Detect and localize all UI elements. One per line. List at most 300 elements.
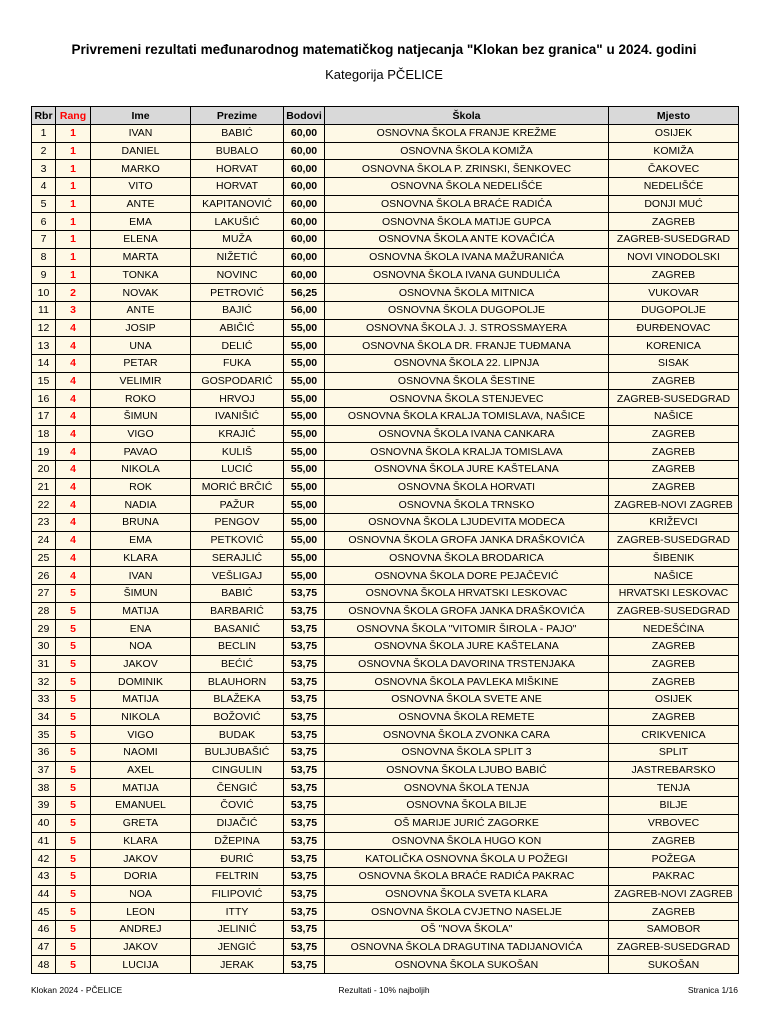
cell-prezime: BULJUBAŠIĆ <box>191 744 284 762</box>
cell-mjesto: ČAKOVEC <box>609 160 739 178</box>
cell-bodovi: 53,75 <box>284 637 325 655</box>
cell-rang: 5 <box>56 726 91 744</box>
cell-ime: VIGO <box>91 726 191 744</box>
cell-mjesto: ZAGREB <box>609 443 739 461</box>
cell-rang: 4 <box>56 496 91 514</box>
cell-ime: MARKO <box>91 160 191 178</box>
cell-prezime: JELINIĆ <box>191 920 284 938</box>
cell-ime: ANTE <box>91 301 191 319</box>
cell-bodovi: 53,75 <box>284 814 325 832</box>
cell-mjesto: DUGOPOLJE <box>609 301 739 319</box>
cell-skola: OSNOVNA ŠKOLA DUGOPOLJE <box>325 301 609 319</box>
table-row <box>32 319 739 337</box>
cell-ime: EMA <box>91 531 191 549</box>
cell-skola: OSNOVNA ŠKOLA P. ZRINSKI, ŠENKOVEC <box>325 160 609 178</box>
cell-skola: OSNOVNA ŠKOLA SPLIT 3 <box>325 744 609 762</box>
cell-skola: KATOLIČKA OSNOVNA ŠKOLA U POŽEGI <box>325 850 609 868</box>
table-row <box>32 266 739 284</box>
cell-rbr: 15 <box>32 372 56 390</box>
table-row <box>32 938 739 956</box>
cell-bodovi: 53,75 <box>284 938 325 956</box>
cell-rbr: 36 <box>32 744 56 762</box>
table-row <box>32 231 739 249</box>
cell-skola: OSNOVNA ŠKOLA MATIJE GUPCA <box>325 213 609 231</box>
cell-rang: 1 <box>56 266 91 284</box>
cell-rang: 5 <box>56 691 91 709</box>
table-row <box>32 461 739 479</box>
cell-rbr: 20 <box>32 461 56 479</box>
table-row <box>32 478 739 496</box>
cell-prezime: MUŽA <box>191 231 284 249</box>
cell-skola: OSNOVNA ŠKOLA IVANA GUNDULIĆA <box>325 266 609 284</box>
cell-bodovi: 60,00 <box>284 125 325 143</box>
cell-rang: 4 <box>56 319 91 337</box>
cell-prezime: BEĆIĆ <box>191 655 284 673</box>
table-row <box>32 514 739 532</box>
cell-skola: OSNOVNA ŠKOLA ANTE KOVAČIĆA <box>325 231 609 249</box>
cell-skola: OSNOVNA ŠKOLA SVETE ANE <box>325 691 609 709</box>
cell-skola: OSNOVNA ŠKOLA KRALJA TOMISLAVA, NAŠICE <box>325 408 609 426</box>
cell-skola: OSNOVNA ŠKOLA DORE PEJAČEVIĆ <box>325 567 609 585</box>
cell-ime: IVAN <box>91 567 191 585</box>
cell-rang: 5 <box>56 602 91 620</box>
cell-prezime: PENGOV <box>191 514 284 532</box>
cell-rang: 5 <box>56 956 91 974</box>
table-row <box>32 584 739 602</box>
cell-bodovi: 53,75 <box>284 885 325 903</box>
cell-prezime: BABIĆ <box>191 584 284 602</box>
cell-mjesto: KOMIŽA <box>609 142 739 160</box>
cell-rang: 4 <box>56 408 91 426</box>
table-row <box>32 248 739 266</box>
cell-rang: 5 <box>56 620 91 638</box>
cell-rang: 4 <box>56 514 91 532</box>
cell-prezime: HORVAT <box>191 160 284 178</box>
cell-prezime: FUKA <box>191 354 284 372</box>
table-row <box>32 284 739 302</box>
table-row <box>32 602 739 620</box>
cell-rang: 1 <box>56 160 91 178</box>
cell-rang: 1 <box>56 248 91 266</box>
cell-mjesto: ZAGREB <box>609 673 739 691</box>
cell-prezime: HORVAT <box>191 178 284 196</box>
cell-ime: ROKO <box>91 390 191 408</box>
cell-rang: 5 <box>56 850 91 868</box>
cell-ime: MATIJA <box>91 691 191 709</box>
cell-rang: 1 <box>56 213 91 231</box>
cell-skola: OŠ "NOVA ŠKOLA" <box>325 920 609 938</box>
cell-skola: OSNOVNA ŠKOLA SVETA KLARA <box>325 885 609 903</box>
cell-ime: JOSIP <box>91 319 191 337</box>
cell-bodovi: 60,00 <box>284 266 325 284</box>
cell-mjesto: ZAGREB <box>609 655 739 673</box>
cell-ime: LEON <box>91 903 191 921</box>
cell-mjesto: ZAGREB <box>609 213 739 231</box>
cell-ime: AXEL <box>91 761 191 779</box>
cell-prezime: BLAŽEKA <box>191 691 284 709</box>
cell-prezime: PETKOVIĆ <box>191 531 284 549</box>
header-prezime: Prezime <box>191 107 284 125</box>
cell-mjesto: TENJA <box>609 779 739 797</box>
cell-skola: OSNOVNA ŠKOLA J. J. STROSSMAYERA <box>325 319 609 337</box>
cell-prezime: FELTRIN <box>191 867 284 885</box>
cell-skola: OSNOVNA ŠKOLA CVJETNO NASELJE <box>325 903 609 921</box>
cell-prezime: NIŽETIĆ <box>191 248 284 266</box>
cell-mjesto: ZAGREB-SUSEDGRAD <box>609 390 739 408</box>
cell-skola: OSNOVNA ŠKOLA HUGO KON <box>325 832 609 850</box>
table-row <box>32 372 739 390</box>
cell-ime: NOVAK <box>91 284 191 302</box>
cell-ime: ROK <box>91 478 191 496</box>
cell-skola: OSNOVNA ŠKOLA BRAĆE RADIĆA PAKRAC <box>325 867 609 885</box>
cell-ime: NIKOLA <box>91 708 191 726</box>
cell-rbr: 13 <box>32 337 56 355</box>
cell-rang: 4 <box>56 443 91 461</box>
cell-prezime: JERAK <box>191 956 284 974</box>
cell-ime: PAVAO <box>91 443 191 461</box>
cell-rang: 5 <box>56 761 91 779</box>
cell-ime: NOA <box>91 885 191 903</box>
cell-rbr: 21 <box>32 478 56 496</box>
table-row <box>32 956 739 974</box>
cell-rang: 5 <box>56 584 91 602</box>
table-row <box>32 761 739 779</box>
cell-mjesto: SAMOBOR <box>609 920 739 938</box>
cell-rang: 5 <box>56 885 91 903</box>
cell-prezime: BOŽOVIĆ <box>191 708 284 726</box>
cell-rbr: 39 <box>32 797 56 815</box>
cell-mjesto: SPLIT <box>609 744 739 762</box>
cell-rbr: 8 <box>32 248 56 266</box>
cell-skola: OSNOVNA ŠKOLA KOMIŽA <box>325 142 609 160</box>
cell-bodovi: 53,75 <box>284 850 325 868</box>
cell-rbr: 25 <box>32 549 56 567</box>
cell-prezime: BARBARIĆ <box>191 602 284 620</box>
table-row <box>32 178 739 196</box>
cell-rang: 5 <box>56 832 91 850</box>
cell-rbr: 16 <box>32 390 56 408</box>
cell-ime: TONKA <box>91 266 191 284</box>
cell-bodovi: 53,75 <box>284 584 325 602</box>
cell-rbr: 23 <box>32 514 56 532</box>
cell-prezime: KRAJIĆ <box>191 425 284 443</box>
table-row <box>32 213 739 231</box>
cell-prezime: DŽEPINA <box>191 832 284 850</box>
cell-rang: 5 <box>56 797 91 815</box>
cell-bodovi: 53,75 <box>284 602 325 620</box>
cell-rang: 4 <box>56 549 91 567</box>
cell-prezime: KULIŠ <box>191 443 284 461</box>
table-row <box>32 691 739 709</box>
cell-rbr: 44 <box>32 885 56 903</box>
cell-prezime: DELIĆ <box>191 337 284 355</box>
cell-bodovi: 53,75 <box>284 832 325 850</box>
cell-mjesto: NAŠICE <box>609 408 739 426</box>
cell-rbr: 43 <box>32 867 56 885</box>
cell-prezime: ČOVIĆ <box>191 797 284 815</box>
cell-mjesto: POŽEGA <box>609 850 739 868</box>
cell-ime: NAOMI <box>91 744 191 762</box>
table-row <box>32 408 739 426</box>
table-row <box>32 920 739 938</box>
cell-bodovi: 60,00 <box>284 248 325 266</box>
cell-skola: OSNOVNA ŠKOLA LJUBO BABIĆ <box>325 761 609 779</box>
table-row <box>32 673 739 691</box>
cell-ime: KLARA <box>91 549 191 567</box>
header-rang: Rang <box>56 107 91 125</box>
cell-skola: OSNOVNA ŠKOLA KRALJA TOMISLAVA <box>325 443 609 461</box>
cell-bodovi: 55,00 <box>284 549 325 567</box>
cell-bodovi: 55,00 <box>284 496 325 514</box>
cell-ime: VELIMIR <box>91 372 191 390</box>
cell-ime: EMA <box>91 213 191 231</box>
cell-mjesto: ZAGREB <box>609 478 739 496</box>
cell-bodovi: 60,00 <box>284 142 325 160</box>
cell-ime: JAKOV <box>91 850 191 868</box>
cell-rang: 4 <box>56 478 91 496</box>
cell-bodovi: 55,00 <box>284 461 325 479</box>
cell-skola: OSNOVNA ŠKOLA DAVORINA TRSTENJAKA <box>325 655 609 673</box>
cell-rang: 5 <box>56 744 91 762</box>
table-row <box>32 797 739 815</box>
cell-rang: 4 <box>56 337 91 355</box>
cell-rbr: 26 <box>32 567 56 585</box>
cell-skola: OSNOVNA ŠKOLA HRVATSKI LESKOVAC <box>325 584 609 602</box>
cell-bodovi: 53,75 <box>284 779 325 797</box>
cell-mjesto: OSIJEK <box>609 691 739 709</box>
cell-rang: 5 <box>56 655 91 673</box>
cell-rbr: 38 <box>32 779 56 797</box>
table-row <box>32 885 739 903</box>
cell-rbr: 14 <box>32 354 56 372</box>
cell-rang: 5 <box>56 673 91 691</box>
cell-ime: IVAN <box>91 125 191 143</box>
cell-mjesto: KRIŽEVCI <box>609 514 739 532</box>
cell-prezime: LUCIĆ <box>191 461 284 479</box>
cell-skola: OSNOVNA ŠKOLA HORVATI <box>325 478 609 496</box>
cell-ime: NADIA <box>91 496 191 514</box>
cell-mjesto: NOVI VINODOLSKI <box>609 248 739 266</box>
cell-ime: ŠIMUN <box>91 408 191 426</box>
cell-skola: OSNOVNA ŠKOLA IVANA CANKARA <box>325 425 609 443</box>
cell-skola: OSNOVNA ŠKOLA FRANJE KREŽME <box>325 125 609 143</box>
cell-rang: 4 <box>56 425 91 443</box>
cell-mjesto: ZAGREB-SUSEDGRAD <box>609 602 739 620</box>
cell-bodovi: 55,00 <box>284 337 325 355</box>
cell-bodovi: 55,00 <box>284 390 325 408</box>
cell-skola: OSNOVNA ŠKOLA JURE KAŠTELANA <box>325 461 609 479</box>
cell-rbr: 42 <box>32 850 56 868</box>
cell-ime: PETAR <box>91 354 191 372</box>
cell-rbr: 28 <box>32 602 56 620</box>
cell-ime: UNA <box>91 337 191 355</box>
cell-prezime: ABIČIĆ <box>191 319 284 337</box>
cell-rbr: 45 <box>32 903 56 921</box>
cell-rbr: 48 <box>32 956 56 974</box>
page-number: Stranica 1/16 <box>687 985 738 995</box>
cell-ime: ANDREJ <box>91 920 191 938</box>
table-row <box>32 337 739 355</box>
cell-rang: 4 <box>56 567 91 585</box>
cell-rbr: 3 <box>32 160 56 178</box>
cell-rbr: 2 <box>32 142 56 160</box>
cell-prezime: BASANIĆ <box>191 620 284 638</box>
cell-rang: 4 <box>56 372 91 390</box>
footer-center: Rezultati - 10% najboljih <box>338 985 430 995</box>
cell-skola: OSNOVNA ŠKOLA GROFA JANKA DRAŠKOVIĆA <box>325 531 609 549</box>
cell-prezime: VEŠLIGAJ <box>191 567 284 585</box>
cell-bodovi: 60,00 <box>284 160 325 178</box>
cell-rbr: 37 <box>32 761 56 779</box>
cell-skola: OSNOVNA ŠKOLA SUKOŠAN <box>325 956 609 974</box>
cell-rbr: 17 <box>32 408 56 426</box>
table-row <box>32 301 739 319</box>
cell-bodovi: 56,25 <box>284 284 325 302</box>
cell-mjesto: KORENICA <box>609 337 739 355</box>
cell-bodovi: 55,00 <box>284 514 325 532</box>
cell-rbr: 4 <box>32 178 56 196</box>
cell-rang: 5 <box>56 779 91 797</box>
cell-mjesto: DONJI MUĆ <box>609 195 739 213</box>
cell-bodovi: 60,00 <box>284 195 325 213</box>
cell-skola: OSNOVNA ŠKOLA BRAĆE RADIĆA <box>325 195 609 213</box>
page-title: Privremeni rezultati međunarodnog matematičkog natjecanja "Klokan bez granica" u 2024. godini <box>71 42 697 57</box>
header-skola: Škola <box>325 107 609 125</box>
cell-rbr: 41 <box>32 832 56 850</box>
cell-prezime: BAJIĆ <box>191 301 284 319</box>
cell-rbr: 6 <box>32 213 56 231</box>
cell-mjesto: NEDEŠĆINA <box>609 620 739 638</box>
cell-ime: NOA <box>91 637 191 655</box>
cell-rbr: 29 <box>32 620 56 638</box>
cell-rbr: 1 <box>32 125 56 143</box>
cell-bodovi: 53,75 <box>284 620 325 638</box>
cell-rbr: 46 <box>32 920 56 938</box>
cell-rbr: 24 <box>32 531 56 549</box>
cell-mjesto: ZAGREB <box>609 372 739 390</box>
cell-mjesto: NEDELIŠĆE <box>609 178 739 196</box>
cell-prezime: NOVINC <box>191 266 284 284</box>
cell-bodovi: 60,00 <box>284 178 325 196</box>
cell-bodovi: 55,00 <box>284 531 325 549</box>
cell-rang: 3 <box>56 301 91 319</box>
cell-skola: OSNOVNA ŠKOLA ZVONKA CARA <box>325 726 609 744</box>
cell-rbr: 30 <box>32 637 56 655</box>
cell-prezime: ČENGIĆ <box>191 779 284 797</box>
cell-mjesto: ŠIBENIK <box>609 549 739 567</box>
cell-rang: 2 <box>56 284 91 302</box>
cell-mjesto: CRIKVENICA <box>609 726 739 744</box>
cell-ime: JAKOV <box>91 655 191 673</box>
cell-bodovi: 55,00 <box>284 319 325 337</box>
cell-ime: VIGO <box>91 425 191 443</box>
cell-mjesto: ZAGREB-NOVI ZAGREB <box>609 885 739 903</box>
cell-rang: 1 <box>56 195 91 213</box>
cell-skola: OSNOVNA ŠKOLA STENJEVEC <box>325 390 609 408</box>
cell-skola: OSNOVNA ŠKOLA LJUDEVITA MODECA <box>325 514 609 532</box>
table-row <box>32 655 739 673</box>
cell-rbr: 32 <box>32 673 56 691</box>
cell-skola: OSNOVNA ŠKOLA DR. FRANJE TUĐMANA <box>325 337 609 355</box>
category-subtitle: Kategorija PČELICE <box>325 67 443 82</box>
cell-rbr: 22 <box>32 496 56 514</box>
cell-rbr: 7 <box>32 231 56 249</box>
cell-rang: 5 <box>56 920 91 938</box>
cell-skola: OSNOVNA ŠKOLA REMETE <box>325 708 609 726</box>
cell-skola: OSNOVNA ŠKOLA TRNSKO <box>325 496 609 514</box>
table-row <box>32 531 739 549</box>
cell-skola: OSNOVNA ŠKOLA JURE KAŠTELANA <box>325 637 609 655</box>
cell-bodovi: 53,75 <box>284 691 325 709</box>
cell-ime: MARTA <box>91 248 191 266</box>
cell-rbr: 10 <box>32 284 56 302</box>
cell-skola: OSNOVNA ŠKOLA DRAGUTINA TADIJANOVIĆA <box>325 938 609 956</box>
table-row <box>32 496 739 514</box>
table-row <box>32 708 739 726</box>
cell-mjesto: JASTREBARSKO <box>609 761 739 779</box>
cell-ime: GRETA <box>91 814 191 832</box>
table-row <box>32 637 739 655</box>
cell-ime: DOMINIK <box>91 673 191 691</box>
cell-bodovi: 53,75 <box>284 744 325 762</box>
table-row <box>32 160 739 178</box>
footer-left: Klokan 2024 - PČELICE <box>31 985 123 995</box>
cell-prezime: BABIĆ <box>191 125 284 143</box>
cell-bodovi: 55,00 <box>284 443 325 461</box>
cell-mjesto: VRBOVEC <box>609 814 739 832</box>
cell-rang: 4 <box>56 390 91 408</box>
cell-rang: 1 <box>56 125 91 143</box>
cell-prezime: KAPITANOVIĆ <box>191 195 284 213</box>
cell-rang: 5 <box>56 814 91 832</box>
cell-bodovi: 53,75 <box>284 726 325 744</box>
cell-bodovi: 53,75 <box>284 867 325 885</box>
table-header-row <box>32 107 739 125</box>
cell-prezime: BUDAK <box>191 726 284 744</box>
cell-mjesto: ZAGREB <box>609 461 739 479</box>
cell-mjesto: ZAGREB <box>609 425 739 443</box>
cell-bodovi: 53,75 <box>284 903 325 921</box>
header-mjesto: Mjesto <box>609 107 739 125</box>
cell-rbr: 34 <box>32 708 56 726</box>
header-rbr: Rbr <box>32 107 56 125</box>
cell-ime: MATIJA <box>91 602 191 620</box>
cell-prezime: CINGULIN <box>191 761 284 779</box>
cell-prezime: PAŽUR <box>191 496 284 514</box>
table-row <box>32 832 739 850</box>
header-ime: Ime <box>91 107 191 125</box>
cell-mjesto: ZAGREB <box>609 832 739 850</box>
table-row <box>32 744 739 762</box>
cell-skola: OSNOVNA ŠKOLA ŠESTINE <box>325 372 609 390</box>
table-row <box>32 354 739 372</box>
cell-rbr: 5 <box>32 195 56 213</box>
table-row <box>32 726 739 744</box>
cell-rang: 1 <box>56 142 91 160</box>
cell-bodovi: 55,00 <box>284 425 325 443</box>
cell-mjesto: ZAGREB <box>609 903 739 921</box>
cell-bodovi: 55,00 <box>284 408 325 426</box>
cell-prezime: MORIĆ BRČIĆ <box>191 478 284 496</box>
table-row <box>32 125 739 143</box>
cell-bodovi: 55,00 <box>284 372 325 390</box>
cell-mjesto: ZAGREB-NOVI ZAGREB <box>609 496 739 514</box>
table-row <box>32 814 739 832</box>
cell-rang: 5 <box>56 637 91 655</box>
cell-rbr: 11 <box>32 301 56 319</box>
cell-ime: BRUNA <box>91 514 191 532</box>
cell-bodovi: 53,75 <box>284 673 325 691</box>
